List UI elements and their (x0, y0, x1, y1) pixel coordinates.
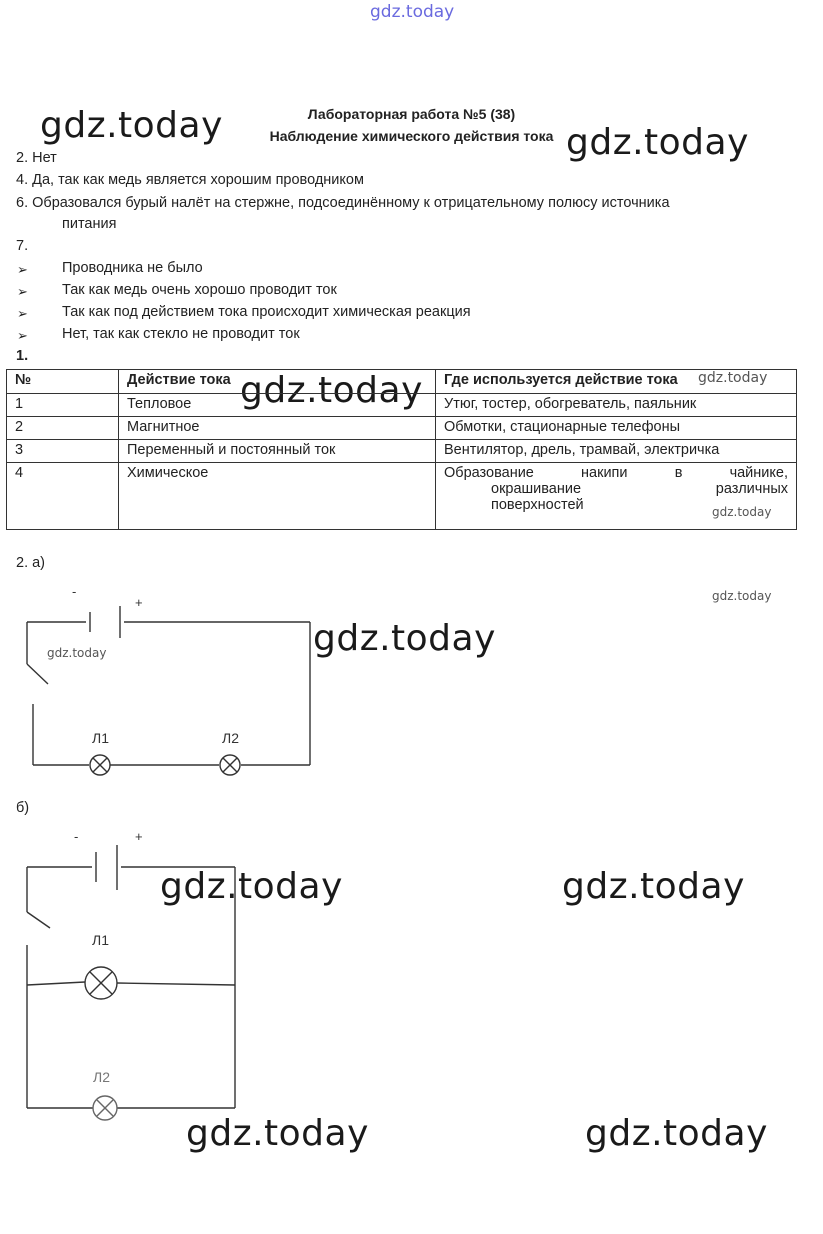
table-header-cell: Где используется действие тока (436, 370, 797, 394)
answer-4: 4. Да, так как медь является хорошим проводником (16, 172, 364, 188)
arrow-bullet-icon: ➢ (17, 328, 28, 343)
watermark-big: gdz.today (186, 1113, 369, 1154)
minus-sign: - (72, 584, 77, 599)
table-cell: Тепловое (119, 394, 436, 417)
answer-7: 7. (16, 238, 29, 254)
cell-word: поверхностей (491, 497, 584, 513)
wire (27, 982, 85, 985)
plus-sign: + (135, 595, 143, 610)
lamp-1-label: Л1 (92, 932, 109, 948)
cell-word: в (674, 465, 683, 481)
table-cell: 3 (7, 440, 119, 463)
arrow-bullet-icon: ➢ (17, 284, 28, 299)
table-cell: Переменный и постоянный ток (119, 440, 436, 463)
arrow-bullet-icon: ➢ (17, 262, 28, 277)
table-cell: 4 (7, 463, 119, 530)
circuit-b-label: б) (16, 800, 30, 816)
table-header-cell: Действие тока (119, 370, 436, 394)
watermark-big: gdz.today (313, 618, 496, 659)
watermark-big: gdz.today (562, 866, 745, 907)
table-header-cell: № (7, 370, 119, 394)
table-cell: Обмотки, стационарные телефоны (436, 417, 797, 440)
circuit-a (27, 606, 310, 775)
table-cell: Магнитное (119, 417, 436, 440)
answer-6-line2: питания (62, 216, 117, 232)
minus-sign: - (74, 829, 79, 844)
lamp-1-label: Л1 (92, 730, 109, 746)
bullet-item: Проводника не было (62, 260, 203, 276)
section-1-label: 1. (16, 348, 29, 364)
cell-word: чайнике, (729, 465, 788, 481)
answer-2: 2. Нет (16, 150, 57, 166)
answer-6-line1: 6. Образовался бурый налёт на стержне, подсоединённому к отрицательному полюсу источника (16, 195, 670, 211)
table-cell: Химическое (119, 463, 436, 530)
page-title: Лабораторная работа №5 (38) (307, 106, 516, 122)
watermark-small: gdz.today (712, 589, 772, 603)
watermark-big: gdz.today (240, 370, 423, 411)
watermark-big: gdz.today (585, 1113, 768, 1154)
circuit-b (27, 845, 235, 1120)
bullet-item: Так как медь очень хорошо проводит ток (62, 282, 337, 298)
bullet-item: Так как под действием тока происходит химическая реакция (62, 304, 471, 320)
table-cell: Утюг, тостер, обогреватель, паяльник (436, 394, 797, 417)
table-cell: 1 (7, 394, 119, 417)
table-cell: Вентилятор, дрель, трамвай, электричка (436, 440, 797, 463)
wire (117, 983, 235, 985)
plus-sign: + (135, 829, 143, 844)
lamp-2-label: Л2 (222, 730, 239, 746)
watermark-small: gdz.today (47, 646, 107, 660)
cell-word: окрашивание (491, 481, 582, 497)
cell-word: различных (715, 481, 788, 497)
watermark-top: gdz.today (370, 2, 455, 22)
watermark-small: gdz.today (698, 370, 768, 386)
bullet-item: Нет, так как стекло не проводит ток (62, 326, 300, 342)
circuit-a-label: 2. а) (16, 555, 46, 571)
table-cell: 2 (7, 417, 119, 440)
watermark-small: gdz.today (712, 505, 772, 519)
watermark-big: gdz.today (160, 866, 343, 907)
switch (27, 912, 50, 928)
lamp-2-label: Л2 (93, 1069, 110, 1085)
page-subtitle: Наблюдение химического действия тока (269, 128, 554, 144)
watermark-big: gdz.today (566, 122, 749, 163)
cell-word: Образование (444, 465, 534, 481)
switch (27, 664, 48, 684)
arrow-bullet-icon: ➢ (17, 306, 28, 321)
cell-word: накипи (581, 465, 628, 481)
watermark-big: gdz.today (40, 105, 223, 146)
